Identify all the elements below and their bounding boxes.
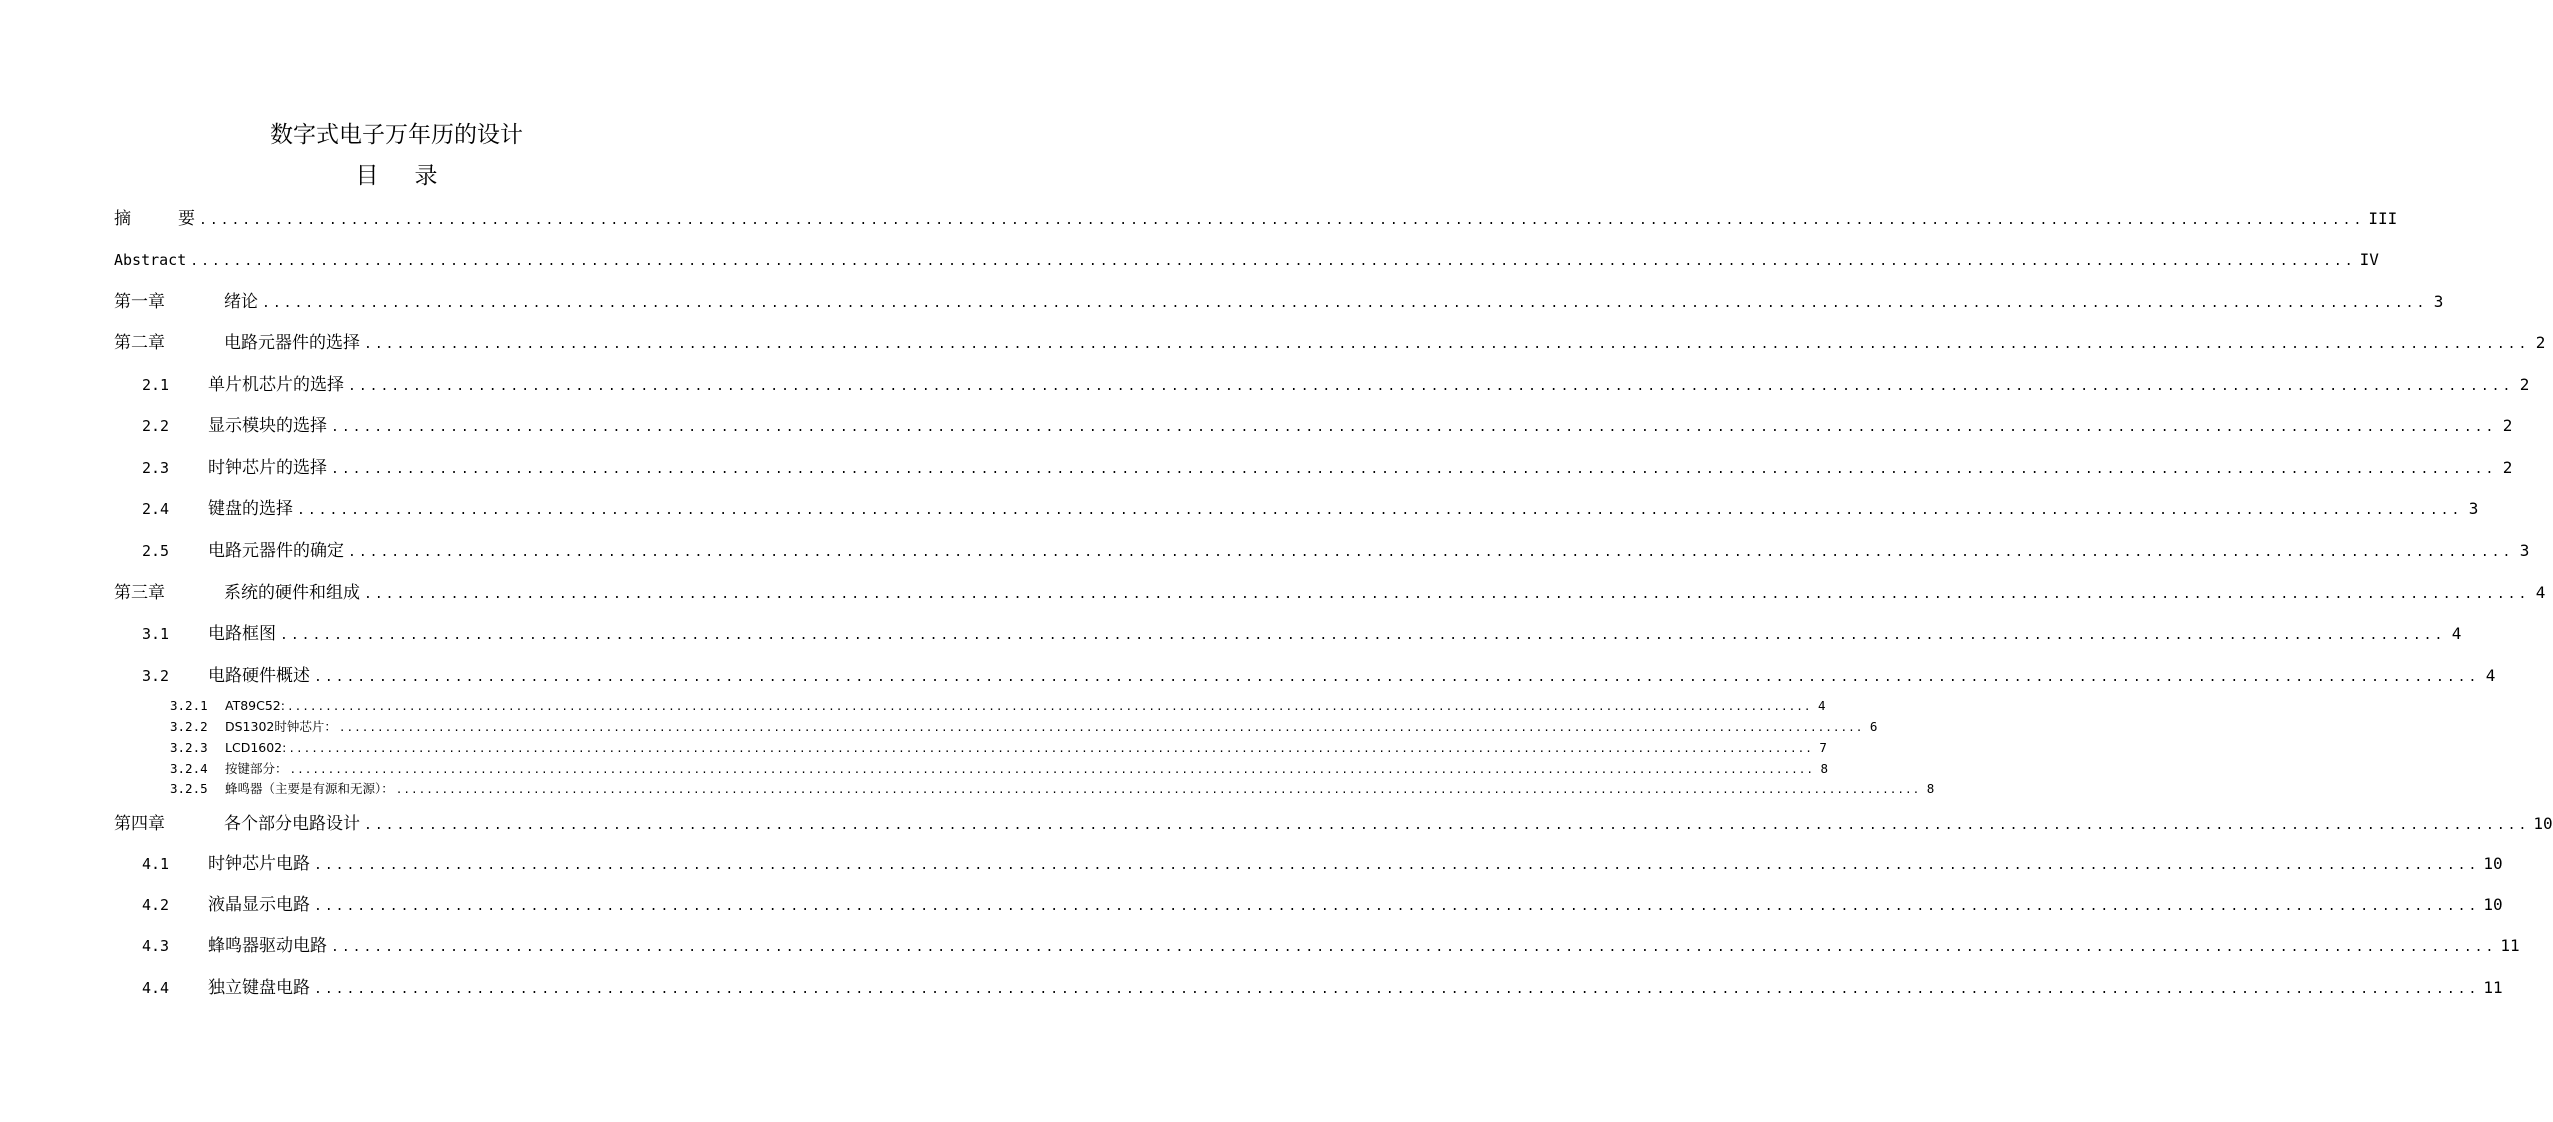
toc-entry[interactable] [142,621,2462,647]
toc-entry[interactable] [170,697,1826,715]
toc-entry[interactable] [142,851,2503,877]
toc-leader-dots: ........................................................................................................................................................................................................ [338,721,1864,734]
toc-entry[interactable] [114,811,2553,837]
toc-entry-page: 4 [2451,624,2462,643]
toc-entry-title: 系统的硬件和组成 [224,583,360,603]
toc-entry-title: 单片机芯片的选择 [208,375,344,395]
toc-entry-page: 11 [2500,936,2520,955]
toc-entry-page: 7 [1819,740,1827,755]
toc-entry[interactable] [114,206,2398,232]
toc-entry-number: 3.2.5 [170,781,208,796]
toc-heading-left: 目 [355,163,379,189]
toc-entry-page: 6 [1869,719,1878,734]
toc-entry-title: 时钟芯片电路 [208,854,310,874]
toc-entry[interactable] [142,933,2520,959]
toc-leader-dots: ........................................................................................................................................................................................................ [314,858,2480,873]
toc-entry-page: 4 [2485,666,2496,685]
toc-leader-dots: ........................................................................................................................................................................................................ [190,254,2356,269]
toc-entry-page: 10 [2533,814,2553,833]
toc-entry[interactable] [114,580,2546,606]
toc-entry-number: 2.1 [142,376,170,394]
toc-entry-title: 显示模块的选择 [208,416,327,436]
toc-entry[interactable] [142,663,2496,689]
toc-entry-page: 4 [2535,583,2546,602]
toc-entry-number: 第二章 [114,333,165,353]
toc-leader-dots: ........................................................................................................................................................................................................ [199,213,2365,228]
toc-leader-dots: ........................................................................................................................................................................................................ [348,545,2514,560]
toc-entry-page: 2 [2502,458,2513,477]
toc-leader-dots: ........................................................................................................................................................................................................ [395,783,1921,796]
toc-entry[interactable] [114,330,2546,356]
toc-entry-number: 第一章 [114,292,165,312]
toc-entry-title: LCD1602: [225,740,287,755]
toc-entry[interactable] [142,975,2503,1001]
toc-entry-page: 11 [2483,978,2503,997]
toc-heading-right: 录 [414,163,438,189]
toc-entry-title: 蜂鸣器（主要是有源和无源）： [225,781,394,796]
toc-leader-dots: ........................................................................................................................................................................................................ [364,587,2530,602]
toc-entry-page: 4 [1817,698,1826,713]
toc-leader-dots: ........................................................................................................................................................................................................ [286,700,1812,713]
toc-entry-number: 4.2 [142,896,170,914]
toc-entry[interactable] [142,455,2513,481]
toc-leader-dots: ........................................................................................................................................................................................................ [348,379,2514,394]
toc-leader-dots: ........................................................................................................................................................................................................ [288,742,1813,755]
toc-entry-title: 电路框图 [208,624,276,644]
toc-entry[interactable] [170,718,1878,736]
toc-entry[interactable] [142,372,2530,398]
toc-entry-page: 2 [2519,375,2530,394]
toc-leader-dots: ........................................................................................................................................................................................................ [297,503,2463,518]
toc-entry[interactable] [170,760,1829,778]
toc-entry-page: 3 [2468,499,2479,518]
toc-entry-number: 2.2 [142,417,170,435]
toc-entry-title: 各个部分电路设计 [224,814,360,834]
toc-entry-number: 3.2 [142,667,170,685]
toc-entry-number: 2.4 [142,500,170,518]
toc-entry-number: 3.2.1 [170,698,208,713]
toc-entry-title: 液晶显示电路 [208,895,310,915]
toc-entry-number: 3.2.3 [170,740,208,755]
toc-leader-dots: ........................................................................................................................................................................................................ [262,296,2428,311]
toc-entry-number: 2.5 [142,542,170,560]
toc-entry-title: 电路元器件的选择 [224,333,360,353]
toc-entry-number: 2.3 [142,459,170,477]
toc-leader-dots: ........................................................................................................................................................................................................ [331,420,2497,435]
toc-entry-title: Abstract [114,251,187,269]
toc-entry[interactable] [142,538,2530,564]
toc-heading [0,160,793,192]
toc-entry[interactable] [170,739,1827,757]
document-title: 数字式电子万年历的设计 [270,122,523,148]
toc-leader-dots: ........................................................................................................................................................................................................ [289,763,1815,776]
toc-entry-number: 4.4 [142,979,170,997]
toc-entry-title: 按键部分： [225,761,288,776]
toc-entry-page: 2 [2502,416,2513,435]
toc-leader-dots: ........................................................................................................................................................................................................ [314,982,2480,997]
toc-entry-page: 3 [2433,292,2444,311]
toc-entry[interactable] [114,247,2379,273]
toc-leader-dots: ........................................................................................................................................................................................................ [331,940,2497,955]
toc-entry-title: 绪论 [224,292,258,312]
toc-entry-page: III [2368,209,2398,228]
toc-entry[interactable] [170,780,1935,798]
toc-entry-number: 3.2.4 [170,761,208,776]
toc-entry[interactable] [142,496,2479,522]
toc-entry[interactable] [142,892,2503,918]
toc-entry[interactable] [114,289,2444,315]
toc-leader-dots: ........................................................................................................................................................................................................ [364,818,2530,833]
toc-entry-page: 8 [1926,781,1935,796]
toc-entry-number: 第三章 [114,583,165,603]
toc-entry-number: 3.1 [142,625,170,643]
toc-entry-number: 4.1 [142,855,170,873]
toc-leader-dots: ........................................................................................................................................................................................................ [314,899,2480,914]
toc-entry-title: 电路元器件的确定 [208,541,344,561]
toc-entry-title: 独立键盘电路 [208,978,310,998]
toc-leader-dots: ........................................................................................................................................................................................................ [314,670,2480,685]
toc-entry-number: 3.2.2 [170,719,208,734]
toc-entry-title: 电路硬件概述 [208,666,310,686]
toc-entry-title: 键盘的选择 [208,499,293,519]
toc-leader-dots: ........................................................................................................................................................................................................ [364,337,2530,352]
toc-entry-title: DS1302时钟芯片： [225,719,337,734]
toc-leader-dots: ........................................................................................................................................................................................................ [280,628,2446,643]
toc-entry-title: 时钟芯片的选择 [208,458,327,478]
toc-entry-page: 3 [2519,541,2530,560]
toc-entry-page: 10 [2483,854,2503,873]
toc-entry-page: 8 [1820,761,1829,776]
toc-entry-title: 蜂鸣器驱动电路 [208,936,327,956]
toc-entry-title: AT89C52: [225,698,285,713]
toc-entry-title: 摘 要 [114,209,195,229]
toc-entry-number: 4.3 [142,937,170,955]
toc-entry[interactable] [142,413,2513,439]
toc-entry-page: 2 [2535,333,2546,352]
toc-leader-dots: ........................................................................................................................................................................................................ [331,462,2497,477]
toc-entry-number: 第四章 [114,814,165,834]
toc-entry-page: IV [2359,250,2379,269]
toc-entry-page: 10 [2483,895,2503,914]
